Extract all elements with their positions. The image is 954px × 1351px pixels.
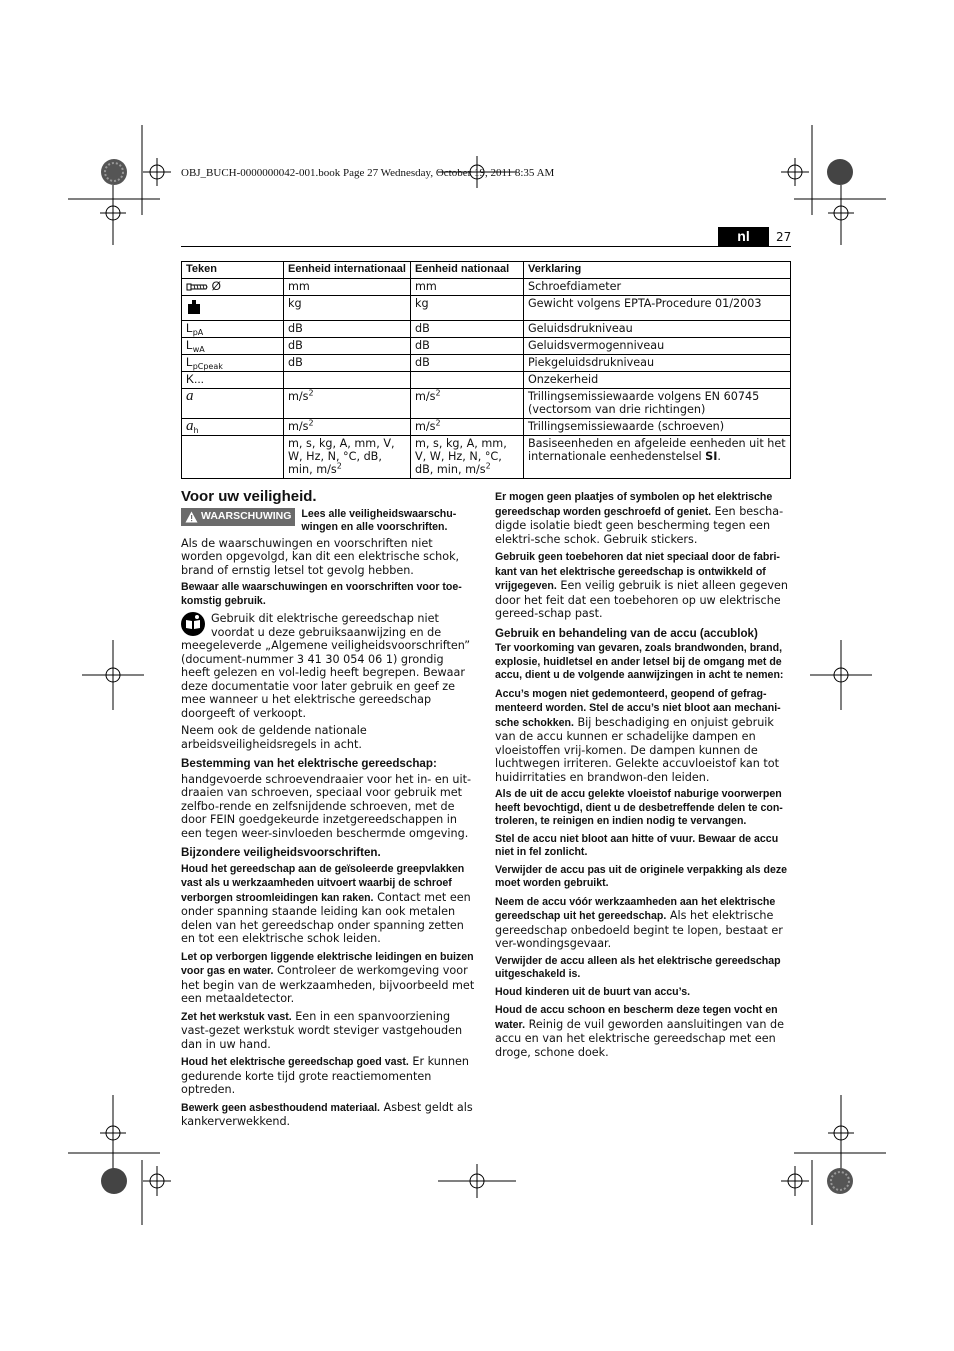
paragraph [495,490,791,546]
bold-lead: Houd het gereedschap aan de geïsoleerde greepvlakken vast als u werkzaamheden uitvoert waarbij de schroef verborgen stroomleidingen kan raken. [181,862,465,904]
table-cell [284,372,411,389]
weight-icon [186,299,202,315]
warning-label: WAARSCHUWING [201,509,292,522]
warning-text: Lees alle veiligheidswaarschu-wingen en alle voorschriften. [301,507,457,533]
symbol-subscript: wA [192,345,205,355]
bold-lead: Gebruik geen toebehoren dat niet speciaal door de fabri-kant van het elektrische gereedschap is ontwikkeld of vrijgegeven. [495,551,780,592]
paragraph [495,687,791,785]
table-cell: dB [284,338,411,355]
bold-lead: Houd de accu schoon en bescherm deze tegen vocht en water. [495,1004,778,1031]
warning-row [181,508,475,535]
paragraph [181,1101,475,1129]
left-column [181,490,475,1133]
symbols-table [181,261,791,479]
bold-lead: Er mogen geen plaatjes of symbolen op het elektrische gereedschap worden geschroefd of geniet. [495,491,773,518]
language-tab: nl [718,227,769,246]
unit-superscript: 2 [435,418,441,428]
paragraph-text: Controleer de werkomgeving voor het begin van de werkzaamheden, bijvoorbeeld met een metaaldetector. [181,964,475,1005]
table-cell [284,419,411,436]
unit-superscript: 2 [308,388,314,398]
unit-text: m, s, kg, A, mm, V, W, Hz, N, °C, dB, min, m/s [288,437,395,476]
header-cell: Eenheid nationaal [411,262,524,279]
paragraph-with-icon [181,612,475,720]
table-cell [411,372,524,389]
bold-lead: Neem de accu vóór werkzaamheden aan het elektrische gereedschap uit het gereedschap. [495,895,776,922]
symbol-text: L [186,338,193,352]
bold-lead: Bewerk geen asbesthoudend materiaal. [181,1101,380,1114]
bold-lead: Houd het elektrische gereedschap goed vast. [181,1056,409,1068]
subheading: Bijzondere veiligheidsvoorschriften. [181,846,381,859]
table-row [182,436,791,479]
paragraph-text: Als het elektrische gereedschap onbedoeld begint te lopen, bestaat er ver-wondingsgevaar. [495,909,783,950]
paragraph-text: Er kunnen gedurende korte tijd grote reactiemomenten optreden. [181,1055,470,1096]
table-cell: Gewicht volgens EPTA-Procedure 01/2003 [524,296,791,321]
paragraph: Neem ook de geldende nationale arbeidsveiligheidsregels in acht. [181,724,367,751]
paragraph-bold: Bewaar alle waarschuwingen en voorschriften voor toe-komstig gebruik. [181,581,462,607]
subheading: Bestemming van het elektrische gereedschap: [181,757,437,770]
table-cell: mm [411,279,524,296]
paragraph-bold: Verwijder de accu pas uit de originele verpakking als deze moet worden gebruikt. [495,863,788,889]
paragraph-bold: Ter voorkoming van gevaren, zoals brandwonden, brand, explosie, huidletsel en ander letsel bij de omgang met de accu, dient u de volgende aanwijzingen in acht te nemen: [495,642,784,681]
unit-superscript: 2 [336,461,342,471]
table-cell: dB [411,355,524,372]
paragraph-text: Een in een spanvoorziening vast-gezet werkstuk wordt steviger vastgehouden dan in uw hand. [181,1009,463,1051]
symbol-subscript: pCpeak [192,362,223,372]
symbol-cell [182,355,284,372]
unit-text: m/s [415,420,436,433]
table-cell [284,436,411,479]
subheading: Gebruik en behandeling van de accu (accublok) [495,626,758,640]
paragraph-bold: Houd kinderen uit de buurt van accu’s. [495,985,691,998]
table-cell [411,419,524,436]
paragraph-text: Een veilig gebruik is niet alleen gegeven door het feit dat een toebehoren op uw elektrische gereed-schap past. [495,579,788,620]
symbol-text: Ø [211,279,221,293]
symbol-subscript: pA [192,328,204,338]
page-number: 27 [776,230,792,244]
symbol-cell [182,419,284,436]
symbol-cell [182,338,284,355]
table-cell: kg [284,296,411,321]
paragraph-text: Bij beschadiging en onjuist gebruik van de accu kunnen er schadelijke dampen en vloeistoffen vrij-komen. De dampen kunnen de luchtwegen irriteren. Gelekte accuvloeistof kan tot huidirritaties en brandwon-den leiden. [495,715,780,784]
symbol-text: L [186,321,193,335]
paragraph-text: Asbest geldt als kankerverwekkend. [181,1100,473,1128]
symbol-cell [182,372,284,389]
paragraph-text: Gebruik dit elektrische gereedschap niet voordat u deze gebruiksaanwijzing en de meegeleverde „Algemene veiligheidsvoorschriften” (document-nummer 3 41 30 054 06 1) grondig heeft gelezen en vol-ledig heeft begrepen. Bewaar deze documentatie voor later gebruik en geef ze mee wanneer u het elektrische gereedschap doorgeeft of verkoopt. [181,612,471,720]
table-cell: Onzekerheid [524,372,791,389]
desc-bold: SI [705,450,718,463]
symbol-cell [182,321,284,338]
unit-text: m/s [288,420,309,433]
paragraph-text: Een bescha-digde isolatie biedt geen bescherming tegen een elektri-sche schok. Gebruik stickers. [495,504,784,546]
section-title: Voor uw veiligheid. [181,488,317,505]
table-header-row [182,262,791,279]
table-cell [411,389,524,419]
bold-lead: Let op verborgen liggende elektrische leidingen en buizen voor gas en water. [181,950,474,977]
table-cell: Trillingsemissiewaarde (schroeven) [524,419,791,436]
table-cell: dB [411,321,524,338]
bold-lead: Accu’s mogen niet gedemonteerd, geopend of gefrag-menteerd worden. Stel de accu’s niet bloot aan mechani-sche schokken. [495,687,781,729]
table-row [182,296,791,321]
paragraph [181,862,475,946]
table-cell: mm [284,279,411,296]
paragraph [181,1010,475,1052]
symbol-cell [182,389,284,419]
header-cell: Teken [182,262,284,279]
right-column [495,490,791,1063]
desc-text: Basiseenheden en afgeleide eenheden uit het internationale eenhedenstelsel [528,437,786,463]
paragraph: Als de waarschuwingen en voorschriften niet worden opgevolgd, kan dit een elektrische schok, brand of ernstig letsel tot gevolg hebben. [181,536,460,577]
symbol-text: L [186,355,193,369]
unit-superscript: 2 [435,388,441,398]
symbol-subscript: h [193,426,199,436]
header-cell: Verklaring [524,262,791,279]
paragraph [495,1003,791,1059]
paragraph [495,550,791,621]
table-row [182,355,791,372]
read-manual-icon [181,612,205,636]
paragraph-bold: Als de uit de accu gelekte vloeistof naburige voorwerpen heeft bevochtigd, dient u de desbetreffende delen te con-troleren, te reinigen en indien nodig te vervangen. [495,788,783,827]
warning-badge [181,508,295,526]
unit-text: m/s [288,390,309,403]
table-cell: Piekgeluidsdrukniveau [524,355,791,372]
paragraph: handgevoerde schroevendraaier voor het in- en uit-draaien van schroeven, speciaal voor gebruik met zelfbo-rende en zelfsnijdende schroeven, met de door FEIN goedgekeurde inzetgereedschappen in een tegen weer-sinvloeden beschermde omgeving. [181,772,472,840]
table-row [182,372,791,389]
paragraph-text: Contact met een onder spanning staande leiding kan ook metalen delen van het gereedschap onder spanning zetten en tot een elektrische schok leiden. [181,890,471,945]
table-row [182,338,791,355]
file-header: OBJ_BUCH-0000000042-001.book Page 27 Wednesday, October 19, 2011 8:35 AM [181,167,555,179]
table-cell [284,389,411,419]
symbol-text: a [186,418,194,434]
unit-superscript: 2 [485,461,491,471]
table-cell: dB [284,321,411,338]
symbol-text: K... [186,372,205,386]
table-cell: dB [284,355,411,372]
paragraph-bold: Stel de accu niet bloot aan hitte of vuur. Bewaar de accu niet in fel zonlicht. [495,832,779,858]
paragraph [495,895,791,951]
symbol-cell [182,279,284,296]
table-cell: dB [411,338,524,355]
symbol-text: a [186,388,194,404]
warning-triangle-icon [185,511,198,523]
paragraph [181,1055,475,1097]
bold-lead: Zet het werkstuk vast. [181,1010,292,1023]
header-cell: Eenheid internationaal [284,262,411,279]
table-row [182,321,791,338]
desc-end: . [717,450,721,463]
paragraph-bold: Verwijder de accu alleen als het elektrische gereedschap uitgeschakeld is. [495,954,781,980]
table-cell [411,436,524,479]
unit-text: m/s [415,390,436,403]
screw-icon [186,282,208,292]
unit-text: m, s, kg, A, mm, V, W, Hz, N, °C, dB, min, m/s [415,437,507,476]
table-row [182,389,791,419]
paragraph [181,950,475,1006]
table-cell: Geluidsdrukniveau [524,321,791,338]
symbol-cell [182,296,284,321]
unit-superscript: 2 [308,418,314,428]
table-cell [524,436,791,479]
table-cell: Geluidsvermogenniveau [524,338,791,355]
table-cell: Schroefdiameter [524,279,791,296]
table-cell: kg [411,296,524,321]
symbol-cell [182,436,284,479]
paragraph-text: Reinig de vuil geworden aansluitingen van de accu en van het elektrische gereedschap met een droge, schone doek. [495,1017,785,1059]
table-cell: Trillingsemissiewaarde volgens EN 60745 (vectorsom van drie richtingen) [524,389,791,419]
table-row [182,279,791,296]
table-row [182,419,791,436]
header-rule [181,246,791,247]
